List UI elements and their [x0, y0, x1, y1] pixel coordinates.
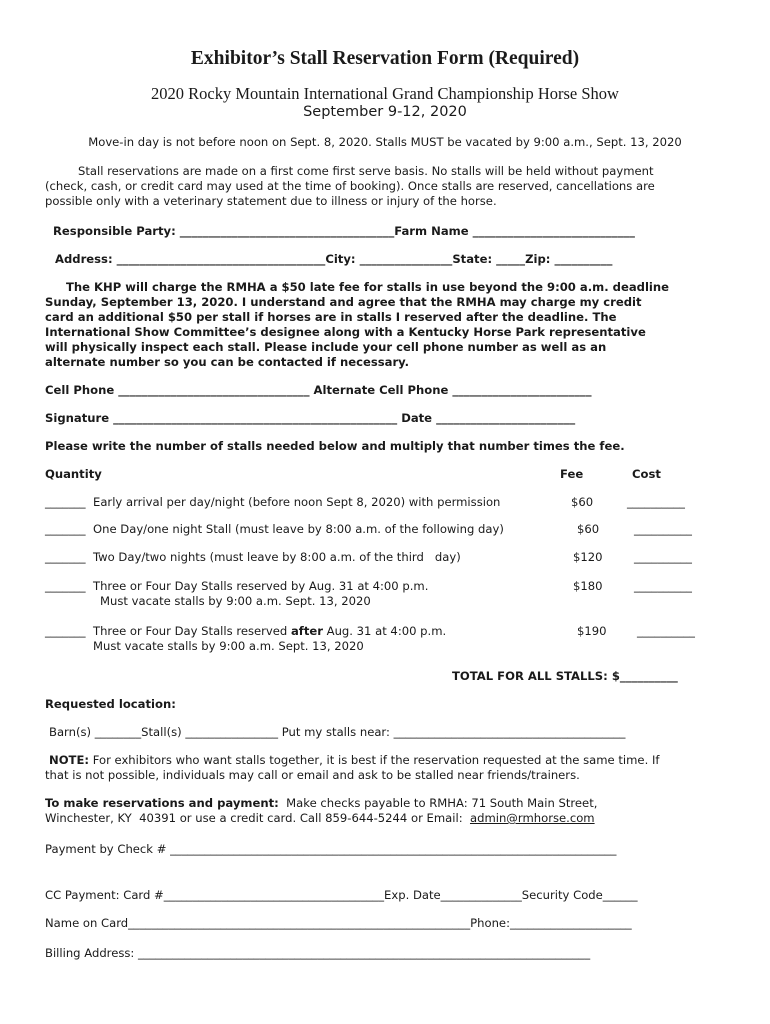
late-fee-line-3: card an additional $50 per stall if horses are in stalls I reserved after the deadline. The	[45, 310, 617, 324]
show-dates: September 9-12, 2020	[303, 104, 467, 120]
cost-input-two-day[interactable]: __________	[634, 550, 692, 564]
intro-line-1: Stall reservations are made on a first come first serve basis. No stalls will be held without payment	[78, 164, 654, 178]
row-desc-late-c: Aug. 31 at 4:00 p.m.	[322, 624, 447, 638]
form-title: Exhibitor’s Stall Reservation Form (Required)	[190, 48, 580, 69]
address-field[interactable]: Address: ____________________________________City: ________________State: _____Zip: __________	[55, 252, 613, 266]
quantity-input-three-four-day[interactable]: _______	[45, 579, 86, 593]
total-stalls-field[interactable]: TOTAL FOR ALL STALLS: $__________	[452, 669, 678, 683]
quantity-input-late-reservation[interactable]: _______	[45, 624, 86, 638]
cc-payment-field[interactable]: CC Payment: Card #______________________________________Exp. Date______________Security Code______	[45, 888, 638, 902]
row-fee-one-day: $60	[577, 522, 600, 536]
quantity-header: Quantity	[45, 467, 102, 481]
row-desc-early-arrival: Early arrival per day/night (before noon Sept 8, 2020) with permission	[93, 495, 501, 509]
cell-phone-field[interactable]: Cell Phone _________________________________ Alternate Cell Phone ________________________	[45, 383, 592, 397]
row-desc2-late-reservation: Must vacate stalls by 9:00 a.m. Sept. 13, 2020	[93, 639, 364, 653]
row-desc-one-day: One Day/one night Stall (must leave by 8:00 a.m. of the following day)	[93, 522, 504, 536]
stalls-instruction: Please write the number of stalls needed below and multiply that number times the fee.	[45, 439, 625, 453]
location-fields[interactable]: Barn(s) ________Stall(s) ________________ Put my stalls near: ________________________________________	[49, 725, 626, 739]
quantity-input-early-arrival[interactable]: _______	[45, 495, 86, 509]
name-on-card-field[interactable]: Name on Card___________________________________________________________Phone:_____________________	[45, 916, 632, 930]
cost-input-one-day[interactable]: __________	[634, 522, 692, 536]
late-fee-line-2: Sunday, September 13, 2020. I understand and agree that the RMHA may charge my credit	[45, 295, 642, 309]
cost-header: Cost	[632, 467, 661, 481]
row-desc-two-day: Two Day/two nights (must leave by 8:00 a.m. of the third day)	[93, 550, 461, 564]
row-desc-late-after: after	[290, 624, 323, 638]
intro-line-2: (check, cash, or credit card may used at the time of booking). Once stalls are reserved, cancellations are	[45, 179, 655, 193]
quantity-input-one-day[interactable]: _______	[45, 522, 86, 536]
payment-line-1	[45, 796, 597, 810]
payment-text-2: Winchester, KY 40391 or use a credit card. Call 859-644-5244 or Email:	[45, 811, 470, 825]
responsible-party-field[interactable]: Responsible Party: _____________________________________Farm Name ____________________________	[53, 224, 635, 238]
row-desc-late-a: Three or Four Day Stalls reserved	[93, 624, 291, 638]
cost-input-three-four-day[interactable]: __________	[634, 579, 692, 593]
cost-input-late-reservation[interactable]: __________	[637, 624, 695, 638]
payment-label: To make reservations and payment:	[45, 796, 279, 810]
cost-input-early-arrival[interactable]: __________	[627, 495, 685, 509]
late-fee-line-1: The KHP will charge the RMHA a $50 late fee for stalls in use beyond the 9:00 a.m. deadline	[66, 280, 670, 294]
note-line-2: that is not possible, individuals may call or email and ask to be stalled near friends/trainers.	[45, 768, 580, 782]
row-desc2-three-four-day: Must vacate stalls by 9:00 a.m. Sept. 13, 2020	[100, 594, 371, 608]
note-line-1	[49, 753, 659, 767]
row-desc-three-four-day: Three or Four Day Stalls reserved by Aug. 31 at 4:00 p.m.	[93, 579, 429, 593]
row-desc-late-reservation	[93, 624, 446, 638]
row-fee-late-reservation: $190	[577, 624, 607, 638]
row-fee-early-arrival: $60	[571, 495, 594, 509]
quantity-input-two-day[interactable]: _______	[45, 550, 86, 564]
row-fee-three-four-day: $180	[573, 579, 603, 593]
fee-header: Fee	[560, 467, 584, 481]
show-name: 2020 Rocky Mountain International Grand Championship Horse Show	[151, 84, 619, 103]
signature-field[interactable]: Signature _________________________________________________ Date ________________________	[45, 411, 576, 425]
row-fee-two-day: $120	[573, 550, 603, 564]
note-label: NOTE:	[49, 753, 90, 767]
billing-address-field[interactable]: Billing Address: ______________________________________________________________________________	[45, 946, 591, 960]
intro-line-3: possible only with a veterinary statement due to illness or injury of the horse.	[45, 194, 497, 208]
payment-line-2	[45, 811, 595, 825]
check-payment-field[interactable]: Payment by Check # _____________________________________________________________________________	[45, 842, 617, 856]
payment-text-1: Make checks payable to RMHA: 71 South Main Street,	[278, 796, 598, 810]
late-fee-line-5: will physically inspect each stall. Please include your cell phone number as well as an	[45, 340, 607, 354]
email-link[interactable]: admin@rmhorse.com	[469, 811, 595, 825]
late-fee-line-6: alternate number so you can be contacted if necessary.	[45, 355, 410, 369]
requested-location-heading: Requested location:	[45, 697, 176, 711]
late-fee-line-4: International Show Committee’s designee along with a Kentucky Horse Park representative	[45, 325, 646, 339]
note-text-1: For exhibitors who want stalls together, it is best if the reservation requested at the same time. If	[89, 753, 660, 767]
move-in-notice: Move-in day is not before noon on Sept. 8, 2020. Stalls MUST be vacated by 9:00 a.m., Sept. 13, 2020	[88, 135, 682, 149]
